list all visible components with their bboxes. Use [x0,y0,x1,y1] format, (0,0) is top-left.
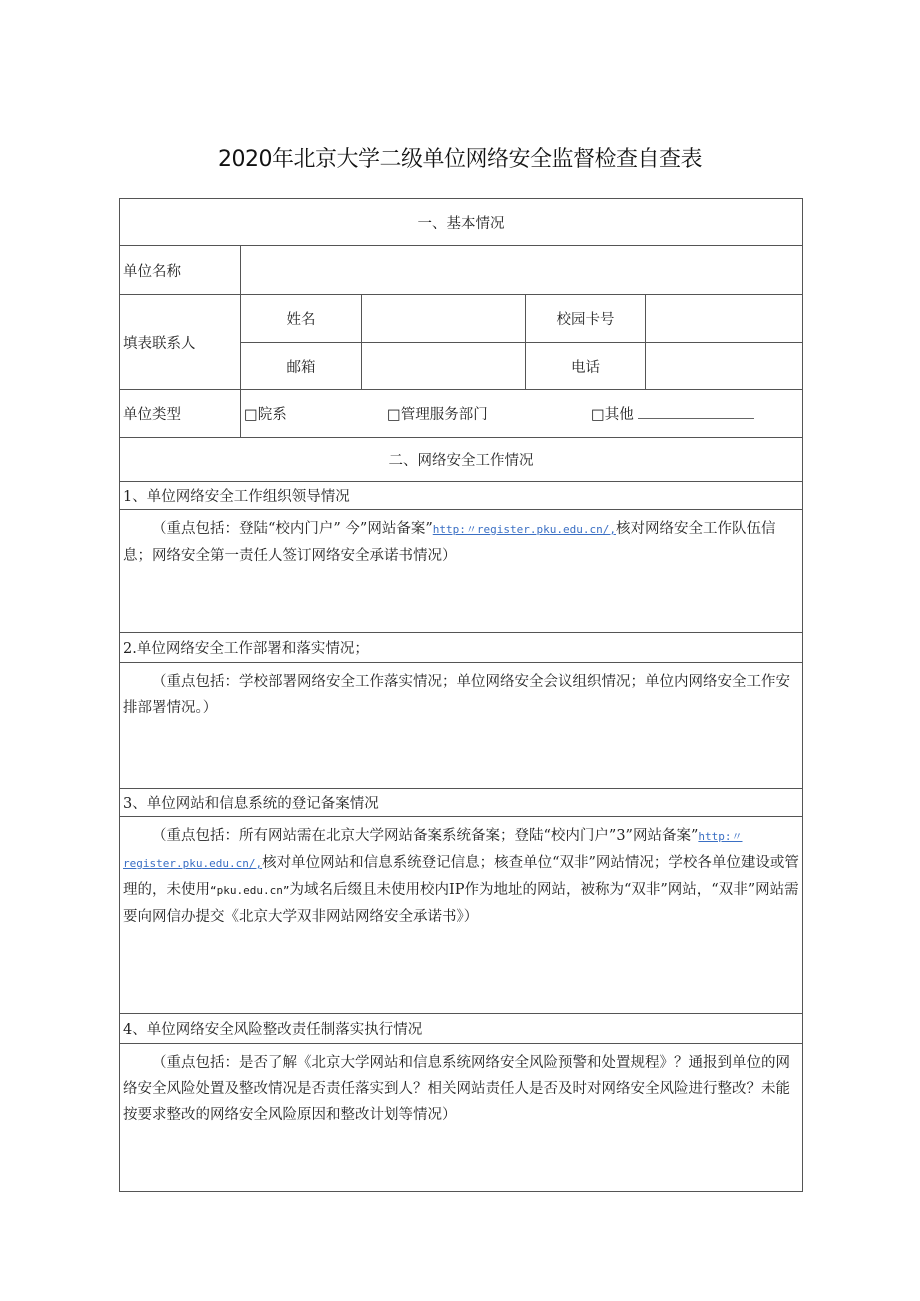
unit-name-field[interactable] [241,246,803,295]
item-4-heading: 4、单位网络安全风险整改责任制落实执行情况 [120,1014,803,1044]
item-1-text-cont: 核对网络安全工作队伍信息；网络安全第一责任人签订网络安全承诺书情况） [123,521,776,564]
item-2-text: （重点包括：学校部署网络安全工作落实情况；单位网络安全会议组织情况；单位内网络安全工作安排部署情况。） [123,674,790,716]
phone-label: 电话 [526,343,646,390]
item-3-text-cont: 核对单位网站和信息系统登记信息；核查单位“双非”网站情况；学校各单位建设或管理的，未使用 [123,855,799,898]
register-link-2[interactable]: http:〃register.pku.edu.cn/, [123,830,743,870]
register-link[interactable]: http:〃register.pku.edu.cn/, [432,523,616,536]
item-3-heading: 3、单位网站和信息系统的登记备案情况 [120,789,803,817]
item-3-text-end: 为域名后缀且未使用校内IP作为地址的网站，被称为“双非”网站，“双非”网站需要向网信办提交《北京大学双非网站网络安全承诺书》） [123,882,799,925]
checkbox-department[interactable]: □院系 [244,407,287,423]
item-4-content[interactable] [120,1044,803,1192]
self-check-form [119,198,803,1192]
phone-field[interactable] [646,343,803,390]
unit-name-label: 单位名称 [120,246,241,295]
section-work: 二、网络安全工作情况 [120,438,803,482]
page-title: 2020年北京大学二级单位网络安全监督检查自查表 [218,147,702,172]
item-3-content[interactable] [120,817,803,1014]
item-4-text: （重点包括：是否了解《北京大学网站和信息系统网络安全风险预警和处置规程》？通报到单位的网络安全风险处置及整改情况是否责任落实到人？相关网站责任人是否及时对网络安全风险进行整改？未能按要求整改的网络安全风险原因和整改计划等情况） [123,1055,790,1123]
contact-label: 填表联系人 [120,295,241,390]
other-input[interactable] [638,406,754,419]
section-basic-info: 一、基本情况 [120,199,803,246]
item-1-text: （重点包括：登陆“校内门户” 今”网站备案” [152,521,433,537]
item-2-content[interactable] [120,663,803,789]
card-field[interactable] [646,295,803,343]
checkbox-other[interactable]: □其他 [591,407,634,423]
item-2-heading: 2.单位网络安全工作部署和落实情况； [120,633,803,663]
checkbox-admin-dept[interactable]: □管理服务部门 [387,407,488,423]
item-1-content[interactable] [120,510,803,633]
domain-text: “pku.edu.cn” [210,884,290,897]
name-label: 姓名 [241,295,362,343]
name-field[interactable] [362,295,526,343]
card-label: 校园卡号 [526,295,646,343]
unit-type-label: 单位类型 [120,390,241,438]
email-label: 邮箱 [241,343,362,390]
email-field[interactable] [362,343,526,390]
item-3-text: （重点包括：所有网站需在北京大学网站备案系统备案；登陆“校内门户”3”网站备案” [152,828,699,844]
item-1-heading: 1、单位网络安全工作组织领导情况 [120,482,803,510]
